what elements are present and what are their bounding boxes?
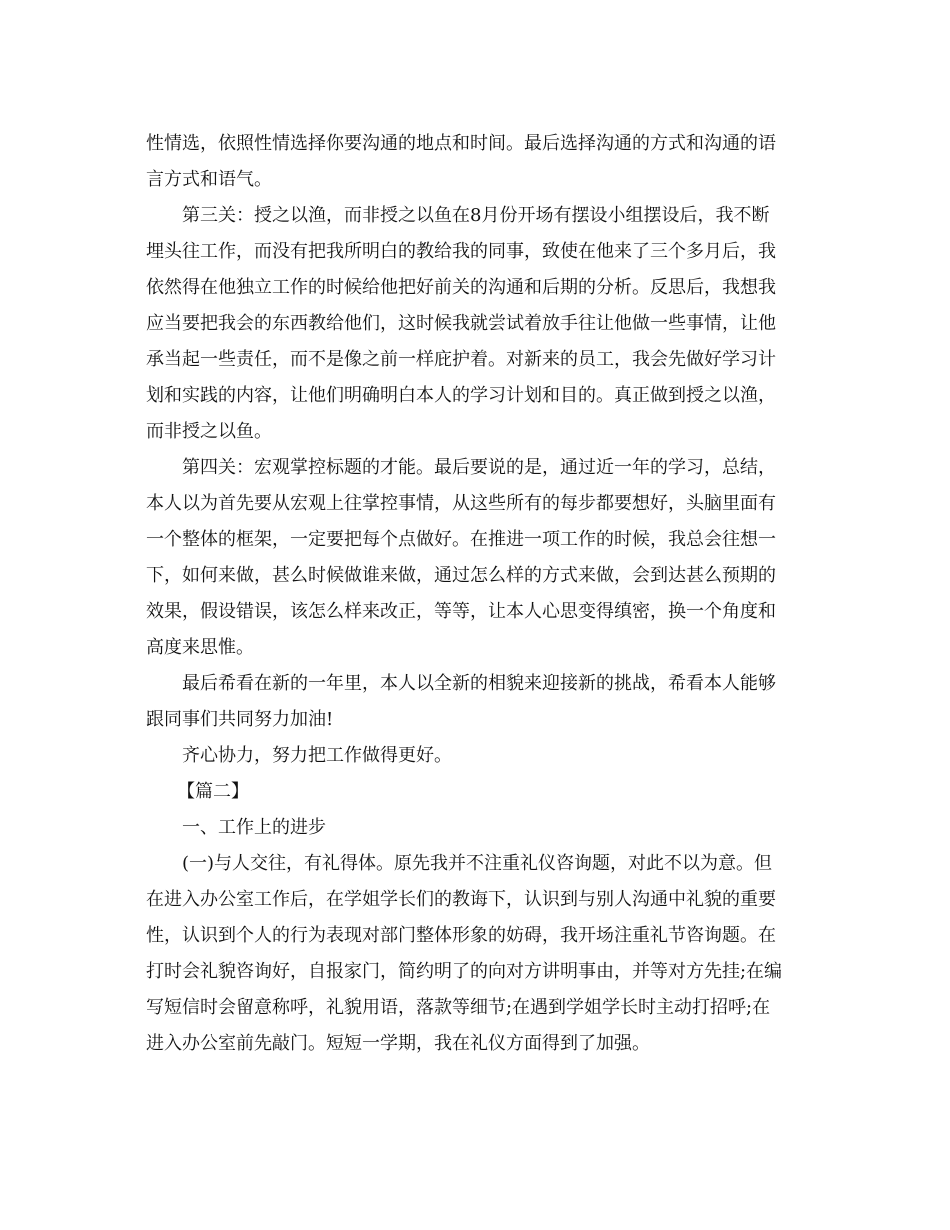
- text-line: 一个整体的框架，一定要把每个点做好。在推进一项工作的时候，我总会往想一: [146, 529, 776, 550]
- text-line: 打时会礼貌咨询好，自报家门，简约明了的向对方讲明事由，并等对方先挂;在编: [146, 961, 783, 982]
- text-line: 言方式和语气。: [146, 169, 272, 190]
- text-line: 性情选，依照性情选择你要沟通的地点和时间。最后选择沟通的方式和沟通的语: [146, 133, 776, 154]
- text-line: 跟同事们共同努力加油!: [146, 709, 334, 730]
- text-line: 高度来思惟。: [146, 637, 254, 658]
- paragraph-start-line: 最后希看在新的一年里，本人以全新的相貌来迎接新的挑战，希看本人能够: [182, 673, 776, 694]
- text-line: 承当起一些责任，而不是像之前一样庇护着。对新来的员工，我会先做好学习计: [146, 349, 776, 370]
- text-line: 应当要把我会的东西教给他们，这时候我就尝试着放手往让他做一些事情，让他: [146, 313, 776, 334]
- text-line: 而非授之以鱼。: [146, 421, 272, 442]
- section-heading: 【篇二】: [177, 781, 249, 802]
- text-line: 埋头往工作，而没有把我所明白的教给我的同事，致使在他来了三个多月后，我: [146, 241, 776, 262]
- text-line: 效果，假设错误，该怎么样来改正，等等，让本人心思变得缜密，换一个角度和: [146, 601, 776, 622]
- text-line: 进入办公室前先敲门。短短一学期，我在礼仪方面得到了加强。: [146, 1033, 650, 1054]
- text-line: 性，认识到个人的行为表现对部门整体形象的妨碍，我开场注重礼节咨询题。在: [146, 925, 776, 946]
- paragraph-start-line: (一)与人交往，有礼得体。原先我并不注重礼仪咨询题，对此不以为意。但: [182, 853, 773, 874]
- text-line: 写短信时会留意称呼，礼貌用语，落款等细节;在遇到学姐学长时主动打招呼;在: [146, 997, 771, 1018]
- text-line: 本人以为首先要从宏观上往掌控事情，从这些所有的每步都要想好，头脑里面有: [146, 493, 776, 514]
- paragraph-start-line: 第四关：宏观掌控标题的才能。最后要说的是，通过近一年的学习，总结，: [182, 457, 776, 478]
- text-line: 下，如何来做，甚么时候做谁来做，通过怎么样的方式来做，会到达甚么预期的: [146, 565, 776, 586]
- paragraph-start-line: 齐心协力，努力把工作做得更好。: [182, 745, 452, 766]
- text-line: 依然得在他独立工作的时候给他把好前关的沟通和后期的分析。反思后，我想我: [146, 277, 776, 298]
- subsection-heading: 一、工作上的进步: [182, 817, 326, 838]
- text-line: 在进入办公室工作后，在学姐学长们的教诲下，认识到与别人沟通中礼貌的重要: [146, 889, 776, 910]
- text-line: 划和实践的内容，让他们明确明白本人的学习计划和目的。真正做到授之以渔，: [146, 385, 776, 406]
- paragraph-start-line: 第三关：授之以渔，而非授之以鱼在8月份开场有摆设小组摆设后，我不断: [182, 205, 770, 226]
